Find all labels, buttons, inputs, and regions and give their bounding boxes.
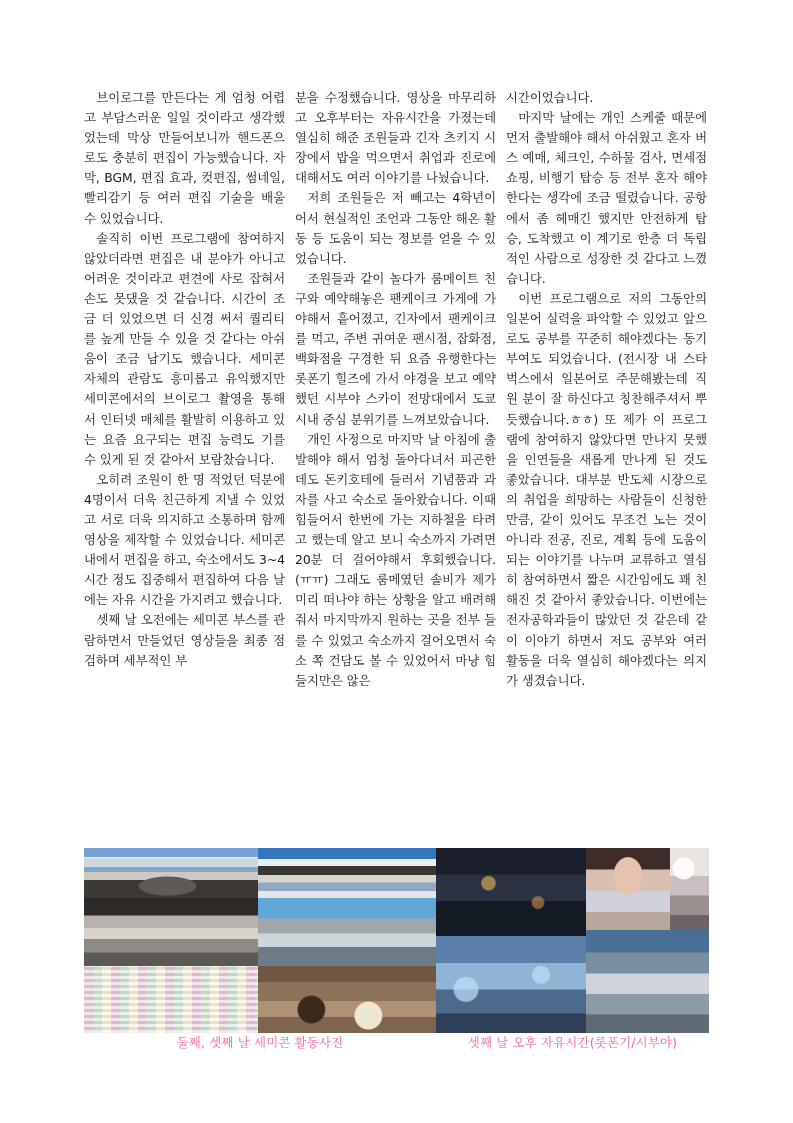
paragraph: 개인 사정으로 마지막 날 아침에 출발해야 해서 엄청 돌아다녀서 피곤한데도 돈키호테에 들러서 기념품과 과자를 사고 숙소로 돌아왔습니다. 이때 힘들어서 한번에 가는 지하철을 타려고 했는데 알고 보니 숙소까지 가려면 20분 더 걸어야해서 후회했습니다.(ㅠㅠ) 그래도 룸메였던 솔비가 제가 미리 떠나야 하는 상황을 알고 배려해줘서 마지막까지 원하는 곳을 전부 들를 수 있었고 숙소까지 걸어오면서 숙소 쪽 건담도 볼 수 있었어서 마냥 힘들지만은 않은 <box>295 431 496 688</box>
photo-collage-band <box>84 848 709 1033</box>
korean-meal-table-photo <box>258 966 436 1033</box>
paragraph: 오히려 조원이 한 명 적었던 덕분에 4명이서 더욱 친근하게 지낼 수 있었고 서로 더욱 의지하고 소통하며 함께 영상을 제작할 수 있었습니다. 세미콘 내에서 편집을 하고, 숙소에서도 3~4시간 정도 집중해서 편집하여 다음 날에는 자유 시간을 가지려고 했습니다. <box>84 471 285 608</box>
conveyor-belt-demo-photo <box>84 898 258 966</box>
paragraph: 셋째 날 오전에는 세미콘 부스를 관람하면서 만들었던 영상들을 최종 점검하며 세부적인 부 <box>84 612 285 668</box>
three-column-layout <box>84 88 709 691</box>
collage-right <box>436 848 709 1033</box>
caption-right: 셋째 날 오후 자유시간(롯폰기/시부야) <box>467 1035 678 1050</box>
text-column-3 <box>506 88 707 691</box>
shibuya-crossing-photo <box>586 930 709 1033</box>
paragraph: 솔직히 이번 프로그램에 참여하지 않았더라면 편집은 내 분야가 아니고 어려운 것이라고 편견에 사로 잡혀서 손도 못댔을 것 같습니다. 시간이 조금 더 있었으면 더 신경 써서 퀄리티를 높게 만들 수 있을 것 같다는 아쉬움이 조금 남기도 했습니다. 세미콘 자체의 관람도 흥미롭고 유익했지만 세미콘에서의 브이로그 촬영을 통해서 인터넷 매체를 활발히 이용하고 있는 요즘 요구되는 편집 능력도 기를 수 있게 된 것 같아서 보람찼습니다. <box>84 230 285 467</box>
paragraph: 분을 수정했습니다. 영상을 마무리하고 오후부터는 자유시간을 가졌는데 열심히 해준 조원들과 긴자 츠키지 시장에서 밥을 먹으면서 취업과 진로에 대해서도 여러 이야기를 나눴습니다. <box>295 90 496 186</box>
glass-building-exterior-photo <box>258 898 436 966</box>
paragraph: 이번 프로그램으로 저의 그동안의 일본어 실력을 파악할 수 있었고 앞으로도 공부를 꾸준히 해야겠다는 동기부여도 되었습니다. (전시장 내 스타벅스에서 일본어로 주문해봤는데 직원 분이 잘 하신다고 칭찬해주셔서 뿌듯했습니다.ㅎㅎ) 또 제가 이 프로그램에 참여하지 않았다면 만나지 못했을 인연들을 새롭게 만나게 된 것도 좋았습니다. 대부분 반도체 시장으로의 취업을 희망하는 사람들이 신청한 만큼, 같이 있어도 무조건 노는 것이 아니라 전공, 진로, 계획 등에 도움이 되는 이야기를 나누며 교류하고 열심히 참여하면서 짧은 시간임에도 꽤 친해진 것 같아서 좋았습니다. 이번에는 전자공학과들이 많았던 것 같은데 같이 이야기 하면서 저도 공부와 여러 활동을 더욱 열심히 해야겠다는 의지가 생겼습니다. <box>506 290 707 688</box>
text-column-2 <box>295 88 496 691</box>
paragraph: 시간이었습니다. <box>506 90 594 105</box>
zeus-zero-booth-photo <box>258 866 436 898</box>
caption-row <box>84 1033 709 1055</box>
roppongi-night-view-photo <box>436 848 586 936</box>
selfie-portrait-photo <box>586 848 670 930</box>
cherry-blossom-street-photo <box>670 848 709 930</box>
tokyo-subway-map-photo <box>84 966 258 1033</box>
collage-left <box>84 848 436 1033</box>
paragraph: 조원들과 같이 놀다가 룸메이트 친구와 예약해놓은 팬케이크 가게에 가야해서 흩어졌고, 긴자에서 팬케이크를 먹고, 주변 귀여운 팬시점, 잡화점, 백화점을 구경한 뒤 요즘 유행한다는 롯폰기 힐즈에 가서 야경을 보고 예약했던 시부야 스카이 전망대에서 도쿄 시내 중심 분위기를 느껴보았습니다. <box>295 270 496 427</box>
caption-left: 둘째, 셋째 날 세미콘 활동사진 <box>176 1035 344 1050</box>
paragraph: 마지막 날에는 개인 스케줄 때문에 먼저 출발해야 해서 아쉬웠고 혼자 버스 예매, 체크인, 수하물 검사, 면세점 쇼핑, 비행기 탑승 등 전부 혼자 해야 한다는 생각에 조금 떨렸습니다. 공항에서 좀 헤매긴 했지만 안전하게 탑승, 도착했고 이 계기로 한층 더 독립적인 사람으로 성장한 것 같다고 느꼈습니다. <box>506 110 707 286</box>
winter-illumination-photo <box>436 936 586 1033</box>
paragraph: 브이로그를 만든다는 게 엄청 어렵고 부담스러운 일일 것이라고 생각했었는데 막상 만들어보니까 핸드폰으로도 충분히 편집이 가능했습니다. 자막, BGM, 편집 효과, 컷편집, 썸네일, 빨리감기 등 여러 편집 기술을 배울 수 있었습니다. <box>84 90 285 226</box>
paragraph: 저희 조원들은 저 빼고는 4학년이어서 현실적인 조언과 그동안 해온 활동 등 도움이 되는 정보를 얻을 수 있었습니다. <box>295 190 496 266</box>
article-body <box>84 88 709 691</box>
text-column-1 <box>84 88 285 671</box>
